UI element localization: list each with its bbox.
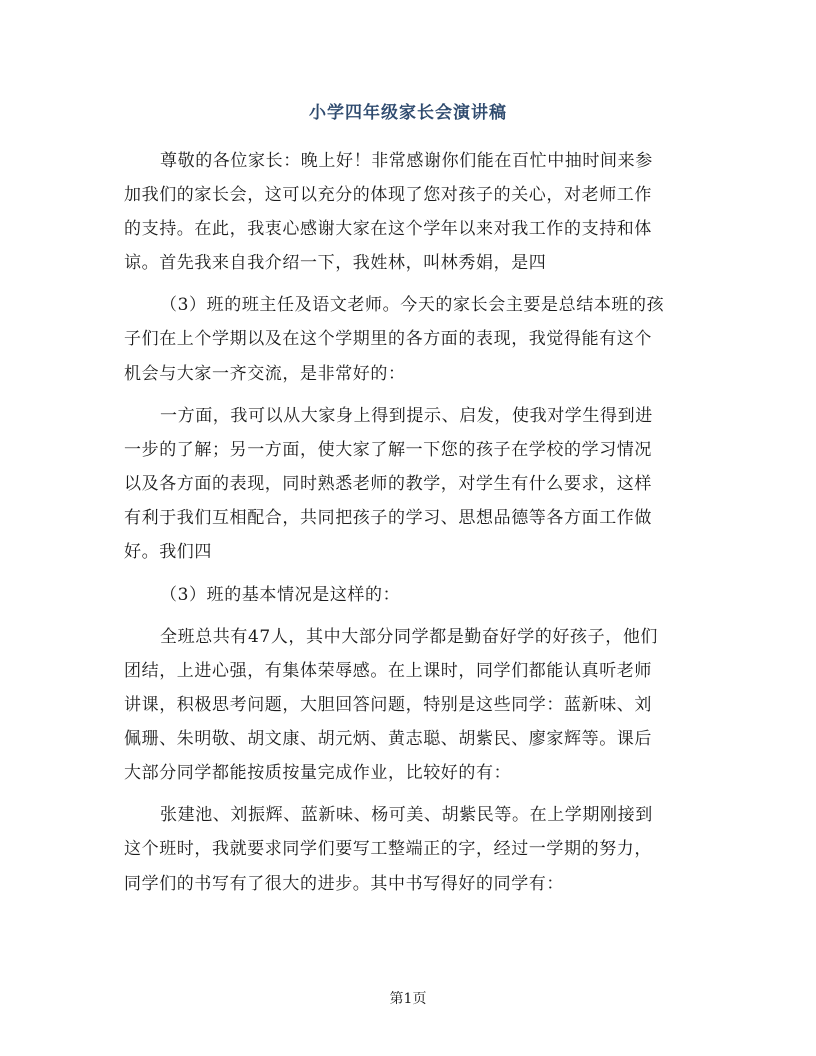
text-line: 好。我们四 bbox=[124, 542, 212, 562]
text-line: 一步的了解；另一方面，使大家了解一下您的孩子在学校的学习情况 bbox=[124, 440, 652, 460]
text-line: 机会与大家一齐交流，是非常好的： bbox=[124, 364, 406, 384]
text-line: 同学们的书写有了很大的进步。其中书写得好的同学有： bbox=[124, 874, 564, 894]
text-line: 加我们的家长会，这可以充分的体现了您对孩子的关心，对老师工作 bbox=[124, 185, 652, 205]
text-line: 有利于我们互相配合，共同把孩子的学习、思想品德等各方面工作做 bbox=[124, 508, 652, 528]
text-line: 张建池、刘振辉、蓝新味、杨可美、胡紫民等。在上学期刚接到 bbox=[160, 805, 653, 825]
text-line: 以及各方面的表现，同时熟悉老师的教学，对学生有什么要求，这样 bbox=[124, 474, 652, 494]
text-line: 一方面，我可以从大家身上得到提示、启发，使我对学生得到进 bbox=[160, 406, 653, 426]
text-line: 佩珊、朱明敬、胡文康、胡元炳、黄志聪、胡紫民、廖家辉等。课后 bbox=[124, 729, 652, 749]
text-line: 的支持。在此，我衷心感谢大家在这个学年以来对我工作的支持和体 bbox=[124, 219, 652, 239]
text-line: （3）班的基本情况是这样的： bbox=[160, 585, 401, 605]
text-line: 子们在上个学期以及在这个学期里的各方面的表现，我觉得能有这个 bbox=[124, 329, 652, 349]
text-line: 这个班时，我就要求同学们要写工整端正的字，经过一学期的努力， bbox=[124, 839, 652, 859]
text-line: （3）班的班主任及语文老师。今天的家长会主要是总结本班的孩 bbox=[160, 295, 665, 315]
text-line: 团结，上进心强，有集体荣辱感。在上课时，同学们都能认真听老师 bbox=[124, 661, 652, 681]
document-title: 小学四年级家长会演讲稿 bbox=[309, 103, 507, 123]
text-line: 大部分同学都能按质按量完成作业，比较好的有： bbox=[124, 763, 512, 783]
text-line: 讲课，积极思考问题，大胆回答问题，特别是这些同学：蓝新味、刘 bbox=[124, 695, 652, 715]
page-number: 第1页 bbox=[389, 991, 427, 1007]
text-line: 全班总共有47人，其中大部分同学都是勤奋好学的好孩子，他们 bbox=[160, 627, 659, 647]
text-line: 谅。首先我来自我介绍一下，我姓林，叫林秀娟，是四 bbox=[124, 253, 547, 273]
text-line: 尊敬的各位家长：晚上好！非常感谢你们能在百忙中抽时间来参 bbox=[160, 151, 653, 171]
